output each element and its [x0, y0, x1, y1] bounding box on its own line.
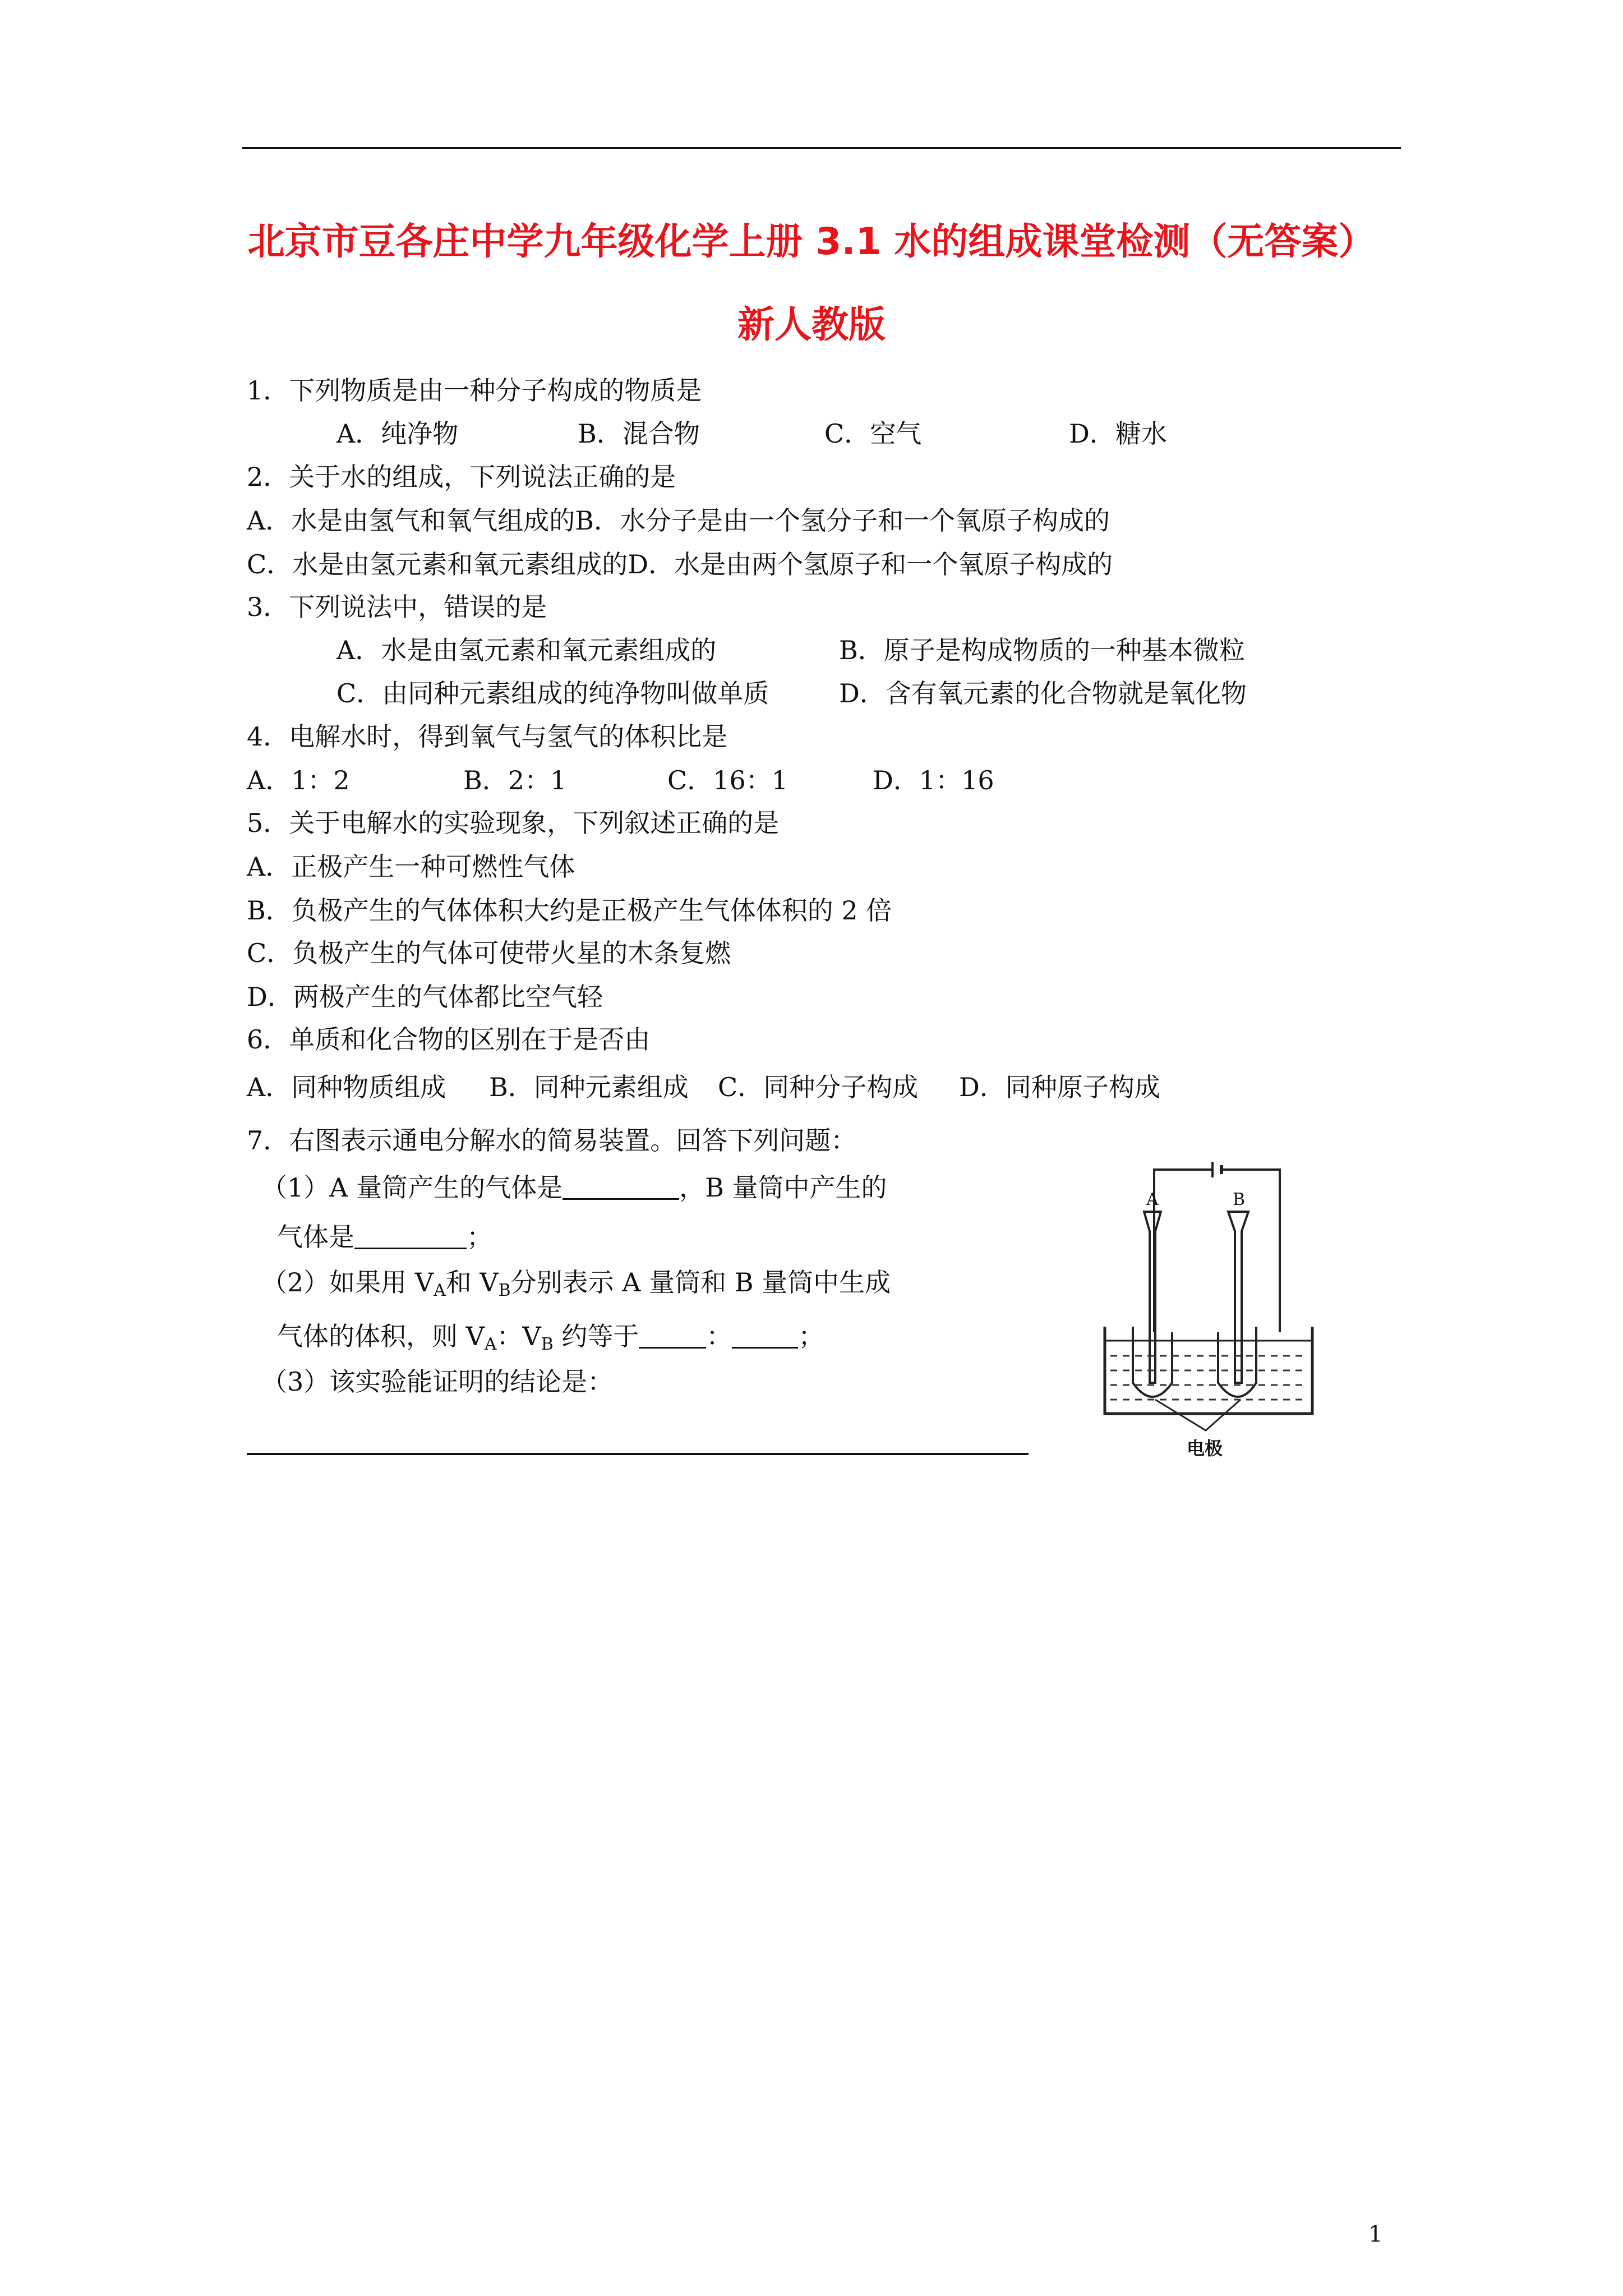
q2-stem: 2．关于水的组成，下列说法正确的是 — [247, 462, 676, 492]
q7-part2-text-c: 分别表示 A 量筒和 B 量筒中生成 — [510, 1267, 891, 1297]
q1-stem: 1．下列物质是由一种分子构成的物质是 — [247, 375, 702, 406]
q1-option-b: B．混合物 — [578, 418, 700, 449]
q7-part1-text-b: ，B 量筒中产生的 — [679, 1172, 887, 1203]
q7-part2-text-h: ； — [798, 1321, 824, 1351]
q7-sub-a-2: A — [484, 1335, 497, 1354]
wire-left — [1154, 1170, 1211, 1332]
q7-sub-b: B — [498, 1281, 511, 1300]
page-number: 1 — [1368, 2221, 1383, 2247]
q1-option-c: C．空气 — [824, 418, 922, 449]
q7-part2-text-g: ： — [706, 1321, 732, 1351]
page-title: 北京市豆各庄中学九年级化学上册 3.1 水的组成课堂检测（无答案） — [247, 220, 1376, 263]
q2-options-cd: C．水是由氢元素和氧元素组成的D．水是由两个氢原子和一个氧原子构成的 — [247, 549, 1113, 579]
tube-a — [1144, 1212, 1161, 1383]
q3-option-c: C．由同种元素组成的纯净物叫做单质 — [336, 678, 769, 708]
q7-part2-text-a: （2）如果用 V — [261, 1267, 434, 1297]
q7-sub-a: A — [434, 1281, 446, 1300]
q7-part1-text-a: （1）A 量筒产生的气体是 — [261, 1172, 563, 1203]
q6-stem: 6．单质和化合物的区别在于是否由 — [247, 1024, 651, 1055]
q7-part2-line1 — [261, 1269, 891, 1299]
q7-blank-gas-a[interactable] — [562, 1172, 679, 1200]
q4-option-b: B．2：1 — [463, 765, 567, 795]
wire-right — [1223, 1170, 1280, 1332]
q7-part1-line2 — [277, 1222, 492, 1250]
q7-part2-text-e: ：V — [496, 1321, 541, 1351]
q3-option-b: B．原子是构成物质的一种基本微粒 — [839, 635, 1245, 665]
q3-option-d: D．含有氧元素的化合物就是氧化物 — [839, 678, 1247, 708]
q5-option-b: B．负极产生的气体体积大约是正极产生气体体积的 2 倍 — [247, 895, 892, 926]
q7-blank-gas-b[interactable] — [354, 1222, 467, 1249]
q1-option-d: D．糖水 — [1069, 418, 1167, 449]
q7-blank-ratio-a[interactable] — [639, 1321, 706, 1349]
q1-option-a: A．纯净物 — [336, 418, 459, 449]
q7-stem: 7．右图表示通电分解水的简易装置。回答下列问题： — [247, 1125, 857, 1156]
electrode-label: 电极 — [1187, 1438, 1223, 1459]
q7-part2-line2 — [277, 1321, 824, 1353]
q4-option-c: C．16：1 — [667, 765, 788, 795]
q4-option-a: A．1：2 — [247, 765, 350, 795]
q6-option-d: D．同种原子构成 — [959, 1072, 1160, 1102]
electrolysis-apparatus-figure — [1088, 1147, 1329, 1461]
header-rule — [242, 147, 1401, 149]
q7-part2-text-d: 气体的体积，则 V — [277, 1321, 485, 1351]
q6-option-a: A．同种物质组成 — [247, 1072, 446, 1102]
q5-option-d: D．两极产生的气体都比空气轻 — [247, 982, 603, 1012]
tube-b — [1228, 1212, 1248, 1383]
q7-part1-line1 — [261, 1172, 887, 1203]
q4-option-d: D．1：16 — [873, 765, 994, 795]
q5-option-c: C．负极产生的气体可使带火星的木条复燃 — [247, 938, 731, 968]
q2-options-ab: A．水是由氢气和氧气组成的B．水分子是由一个氢分子和一个氧原子构成的 — [247, 505, 1110, 536]
q7-part1-text-c: 气体是 — [277, 1222, 354, 1252]
q3-option-a: A．水是由氢元素和氧元素组成的 — [336, 635, 717, 665]
q7-part2-text-f: 约等于 — [553, 1321, 639, 1351]
q7-part3: （3）该实验能证明的结论是： — [261, 1366, 614, 1397]
tube-label-a: A — [1146, 1190, 1159, 1209]
q6-option-c: C．同种分子构成 — [718, 1072, 919, 1102]
q7-part2-text-b: 和 V — [445, 1267, 499, 1297]
q6-option-b: B．同种元素组成 — [489, 1072, 689, 1102]
q3-stem: 3．下列说法中，错误的是 — [247, 592, 547, 622]
q7-part1-text-d: ； — [467, 1222, 492, 1252]
q5-option-a: A．正极产生一种可燃性气体 — [247, 852, 575, 882]
q4-stem: 4．电解水时，得到氧气与氢气的体积比是 — [247, 721, 728, 752]
q7-blank-ratio-b[interactable] — [732, 1321, 798, 1349]
q7-answer-line[interactable] — [247, 1453, 1029, 1455]
q7-sub-b-2: B — [541, 1335, 554, 1354]
page-subtitle: 新人教版 — [737, 303, 886, 346]
tube-label-b: B — [1233, 1190, 1246, 1209]
q5-stem: 5．关于电解水的实验现象，下列叙述正确的是 — [247, 808, 780, 838]
